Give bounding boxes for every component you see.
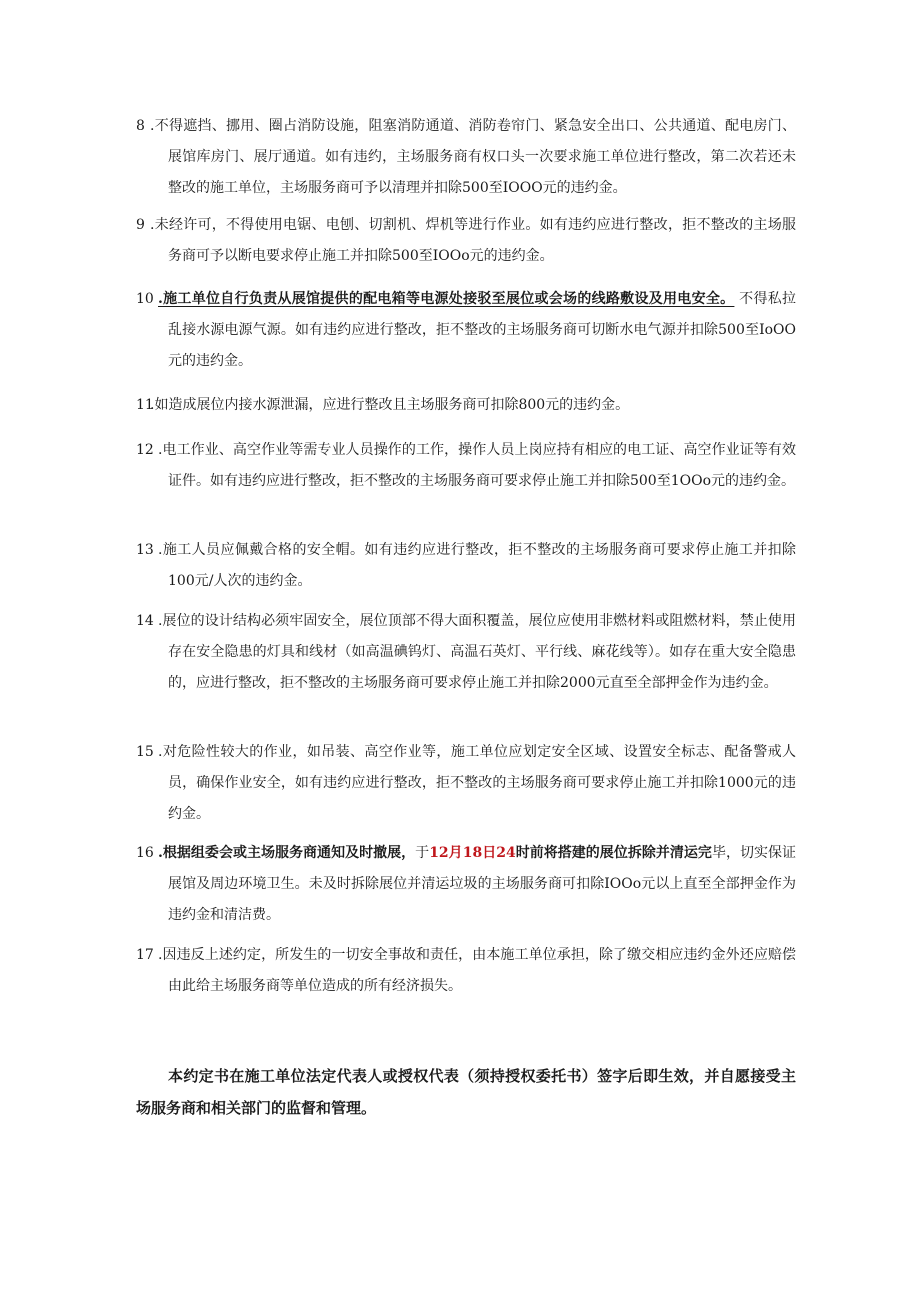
clause-16 [136, 838, 796, 931]
clause-text: .电工作业、高空作业等需专业人员操作的工作，操作人员上岗应持有相应的电工证、高空作业证等有效证件。如有违约应进行整改，拒不整改的主场服务商可要求停止施工并扣除500至1OOo元的违约金。 [158, 442, 796, 489]
clause-9 [136, 210, 796, 272]
clause-text: .未经许可，不得使用电锯、电刨、切割机、焊机等进行作业。如有违约应进行整改，拒不整改的主场服务商可予以断电要求停止施工并扣除500至IOOo元的违约金。 [150, 217, 796, 264]
clause-17 [136, 940, 796, 1002]
clause-plain-text-a: 于 [415, 845, 430, 861]
clause-8 [136, 111, 796, 204]
clause-number: 13 [136, 542, 154, 558]
clause-underlined-text: .施工单位自行负责从展馆提供的配电箱等电源处接驳至展位或会场的线路敷设及用电安全。 [158, 291, 735, 307]
clause-bold-text-a: .根据组委会或主场服务商通知及时撤展， [158, 845, 416, 861]
clause-number: 14 [136, 613, 154, 629]
clause-number: 8 [136, 118, 145, 134]
clause-rest-text: 不得私拉乱接水源电源气源。如有违约应进行整改，拒不整改的主场服务商可切断水电气源并扣除500至IoOO元的违约金。 [168, 291, 797, 369]
clause-number: 9 [136, 217, 145, 233]
clause-number: 11 [136, 397, 154, 413]
clause-15 [136, 737, 796, 830]
clause-text: .施工人员应佩戴合格的安全帽。如有违约应进行整改，拒不整改的主场服务商可要求停止施工并扣除100元/人次的违约金。 [158, 542, 796, 589]
closing-statement: 本约定书在施工单位法定代表人或授权代表（须持授权委托书）签字后即生效，并自愿接受主场服务商和相关部门的监督和管理。 [136, 1067, 796, 1117]
clause-red-date: 12月18日24 [429, 845, 516, 861]
clause-number: 17 [136, 947, 154, 963]
clause-plain-text-b: 毕，切实保证展馆及周边环境卫生。未及时拆除展位并清运垃圾的主场服务商可扣除IOOo元以上直至全部押金作为违约金和清洁费。 [168, 845, 797, 923]
clause-14 [136, 606, 796, 699]
clause-bold-text-b: 时前将搭建的展位拆除并清运完 [515, 845, 712, 861]
clause-number: 15 [136, 744, 154, 760]
clause-text: .因违反上述约定，所发生的一切安全事故和责任，由本施工单位承担，除了缴交相应违约金外还应赔偿由此给主场服务商等单位造成的所有经济损失。 [158, 947, 796, 994]
clause-text [136, 284, 796, 377]
clause-text [136, 838, 796, 931]
clause-11 [136, 390, 796, 421]
clause-number: 16 [136, 845, 154, 861]
clause-text: .对危险性较大的作业，如吊装、高空作业等，施工单位应划定安全区域、设置安全标志、配备警戒人员，确保作业安全，如有违约应进行整改，拒不整改的主场服务商可要求停止施工并扣除1000元的违约金。 [158, 744, 796, 822]
clause-number: 10 [136, 291, 154, 307]
clause-13 [136, 535, 796, 597]
clause-12 [136, 435, 796, 497]
clause-text: .如造成展位内接水源泄漏，应进行整改且主场服务商可扣除800元的违约金。 [150, 397, 630, 413]
clause-10 [136, 284, 796, 377]
clause-number: 12 [136, 442, 154, 458]
clause-text: .不得遮挡、挪用、圈占消防设施，阻塞消防通道、消防卷帘门、紧急安全出口、公共通道、配电房门、展馆库房门、展厅通道。如有违约，主场服务商有权口头一次要求施工单位进行整改，第二次若还未整改的施工单位，主场服务商可予以清理并扣除500至IOOO元的违约金。 [150, 118, 796, 196]
clause-text: .展位的设计结构必须牢固安全，展位顶部不得大面积覆盖，展位应使用非燃材料或阻燃材料，禁止使用存在安全隐患的灯具和线材（如高温碘钨灯、高温石英灯、平行线、麻花线等）。如存在重大安全隐患的，应进行整改，拒不整改的主场服务商可要求停止施工并扣除2000元直至全部押金作为违约金。 [158, 613, 796, 691]
